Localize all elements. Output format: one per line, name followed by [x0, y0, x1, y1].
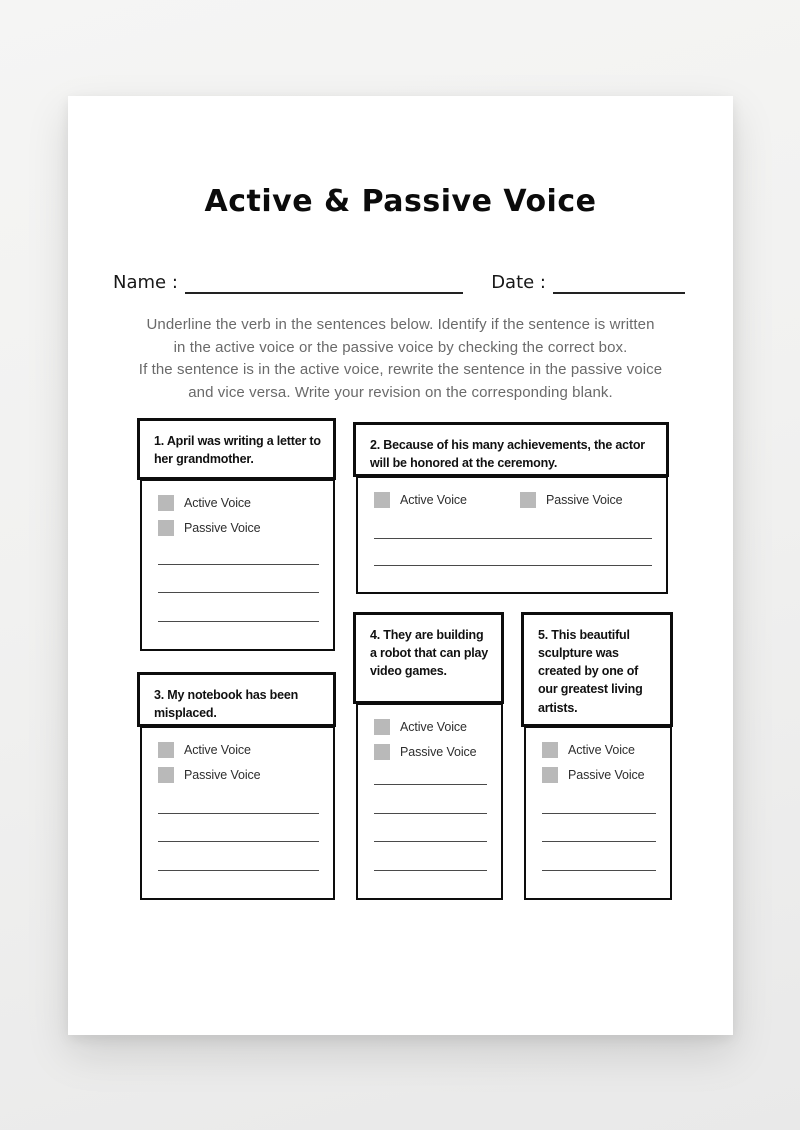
question-1-active-option[interactable]: [158, 495, 333, 511]
checkbox-icon[interactable]: [158, 742, 174, 758]
question-5-answer-area: [524, 725, 672, 901]
question-4-blanks: [358, 784, 501, 871]
date-blank[interactable]: [553, 272, 685, 294]
active-voice-label: Active Voice: [400, 720, 467, 734]
write-line[interactable]: [374, 538, 652, 539]
page-title: Active & Passive Voice: [204, 184, 597, 219]
question-4-passive-option[interactable]: [374, 744, 501, 760]
question-2-options: [358, 492, 666, 508]
date-label: Date :: [491, 272, 546, 293]
question-2-blanks: [358, 538, 666, 566]
write-line[interactable]: [158, 870, 319, 871]
write-line[interactable]: [158, 621, 319, 622]
question-1-options: [142, 495, 333, 536]
checkbox-icon[interactable]: [542, 767, 558, 783]
question-card-1: [137, 418, 336, 651]
question-4-active-option[interactable]: [374, 719, 501, 735]
instructions-line-4: and vice versa. Write your revision on the corresponding blank.: [188, 383, 613, 401]
question-card-3: [137, 672, 336, 900]
write-line[interactable]: [374, 813, 487, 814]
instructions-line-3: If the sentence is in the active voice, rewrite the sentence in the passive voice: [138, 361, 663, 378]
checkbox-icon[interactable]: [158, 495, 174, 511]
checkbox-icon[interactable]: [520, 492, 536, 508]
active-voice-label: Active Voice: [568, 742, 635, 757]
write-line[interactable]: [158, 841, 319, 842]
question-4-answer-area: [356, 702, 503, 900]
question-5-sentence: 5. This beautiful sculpture was created by one of our greatest living artists.: [521, 612, 673, 727]
question-card-4: [353, 612, 504, 900]
write-line[interactable]: [158, 813, 319, 814]
write-line[interactable]: [374, 870, 487, 871]
write-line[interactable]: [374, 565, 652, 566]
question-3-sentence: 3. My notebook has been misplaced.: [137, 672, 336, 727]
active-voice-label: Active Voice: [184, 742, 251, 757]
question-5-active-option[interactable]: [542, 742, 670, 758]
write-line[interactable]: [542, 813, 656, 814]
question-4-options: [358, 719, 501, 760]
question-5-passive-option[interactable]: [542, 767, 670, 783]
instructions: [68, 314, 733, 404]
checkbox-icon[interactable]: [374, 744, 390, 760]
question-2-sentence: 2. Because of his many achievements, the actor will be honored at the ceremony.: [353, 422, 669, 477]
passive-voice-label: Passive Voice: [184, 767, 261, 782]
write-line[interactable]: [374, 841, 487, 842]
question-card-2: [353, 422, 669, 594]
name-blank[interactable]: [185, 272, 463, 294]
question-3-answer-area: [140, 725, 335, 901]
question-1-blanks: [142, 564, 333, 622]
instructions-line-1: Underline the verb in the sentences below. Identify if the sentence is written: [146, 316, 655, 333]
question-2-passive-option[interactable]: [520, 492, 666, 508]
passive-voice-label: Passive Voice: [184, 520, 261, 535]
checkbox-icon[interactable]: [374, 719, 390, 735]
checkbox-icon[interactable]: [542, 742, 558, 758]
name-label: Name :: [113, 272, 178, 293]
question-3-active-option[interactable]: [158, 742, 333, 758]
question-1-answer-area: [140, 478, 335, 652]
active-voice-label: Active Voice: [184, 495, 251, 510]
question-3-passive-option[interactable]: [158, 767, 333, 783]
question-2-active-option[interactable]: [374, 492, 520, 508]
question-2-answer-area: [356, 475, 668, 594]
passive-voice-label: Passive Voice: [568, 767, 645, 782]
checkbox-icon[interactable]: [158, 520, 174, 536]
question-1-passive-option[interactable]: [158, 520, 333, 536]
write-line[interactable]: [158, 564, 319, 565]
question-5-options: [526, 742, 670, 783]
passive-voice-label: Passive Voice: [400, 745, 477, 759]
write-line[interactable]: [542, 870, 656, 871]
passive-voice-label: Passive Voice: [546, 493, 623, 507]
question-3-blanks: [142, 813, 333, 871]
question-3-options: [142, 742, 333, 783]
write-line[interactable]: [374, 784, 487, 785]
worksheet-page: [68, 96, 733, 1035]
write-line[interactable]: [158, 592, 319, 593]
write-line[interactable]: [542, 841, 656, 842]
name-date-row: [113, 272, 685, 294]
question-1-sentence: 1. April was writing a letter to her grandmother.: [137, 418, 336, 480]
question-5-blanks: [526, 813, 670, 871]
checkbox-icon[interactable]: [158, 767, 174, 783]
checkbox-icon[interactable]: [374, 492, 390, 508]
active-voice-label: Active Voice: [400, 493, 467, 507]
question-card-5: [521, 612, 673, 900]
question-4-sentence: 4. They are building a robot that can play video games.: [353, 612, 504, 704]
instructions-line-2: in the active voice or the passive voice by checking the correct box.: [173, 338, 628, 356]
